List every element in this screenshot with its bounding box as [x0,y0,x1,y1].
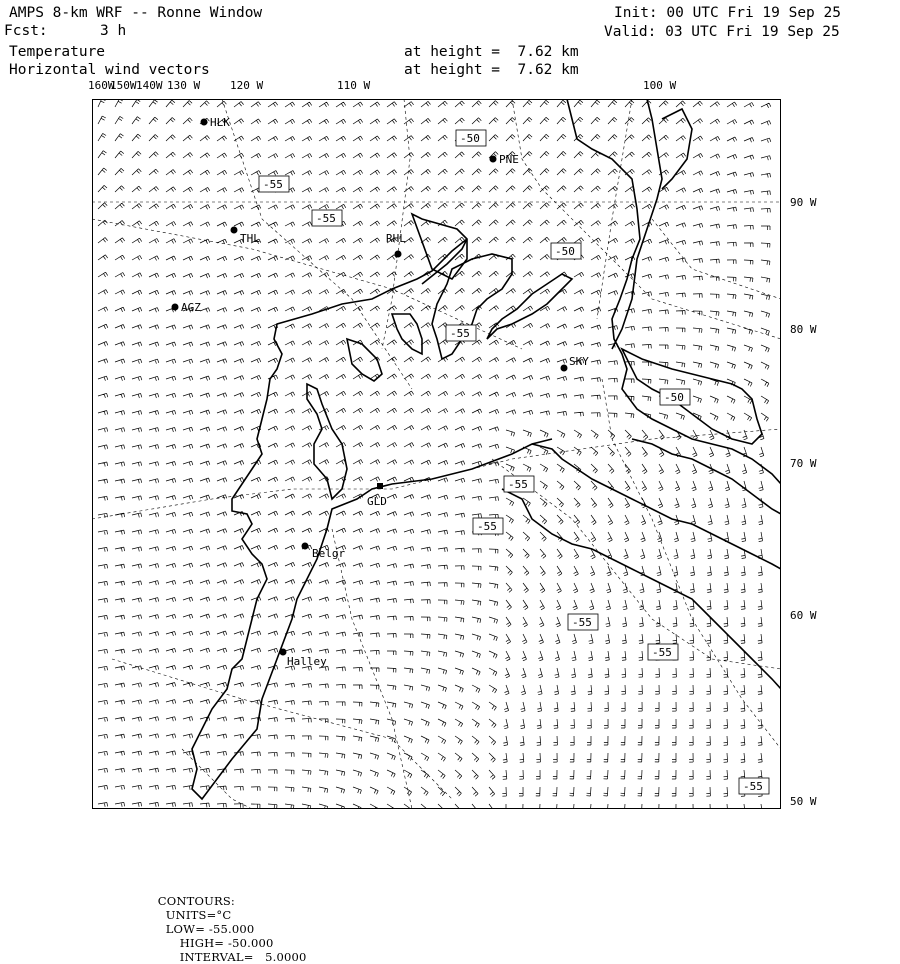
station-label: AGZ [181,301,201,314]
contour-label [312,210,342,226]
station-label: THL [240,232,260,245]
lon-label-160w: 160W [88,79,115,92]
lon-label-110w: 110 W [337,79,371,92]
contour-label [446,325,476,341]
interval-value: INTERVAL= 5.0000 [179,950,307,964]
contour-label [660,389,690,405]
height-label-1: at height = 7.62 km [404,44,579,60]
plot-title: AMPS 8-km WRF -- Ronne Window [9,5,263,21]
contour-label-text: -55 [743,780,763,793]
contour-label-text: -55 [572,616,592,629]
station-label: HLK [210,116,230,129]
lon-label-130w: 130 W [167,79,201,92]
high-value: HIGH= -50.000 [179,936,274,950]
contour-label [739,778,769,794]
field-temperature-label: Temperature [9,44,106,60]
contour-label-text: -55 [508,478,528,491]
contour-label [568,614,598,630]
station-label: SKY [569,355,589,368]
units-label: UNITS=°C [165,908,232,922]
contour-label-text: -55 [477,520,497,533]
lat-label-70: 70 W [790,457,817,470]
contour-label-text: -55 [450,327,470,340]
forecast-hour: 3 h [100,23,127,39]
contour-label-text: -50 [460,132,480,145]
contour-label [456,130,486,146]
station-label: GLD [367,495,387,508]
contour-label-text: -55 [652,646,672,659]
lon-label-150w: 150W [110,79,137,92]
station-label: Halley [287,655,327,668]
lat-label-90: 90 W [790,196,817,209]
contour-label-text: -50 [664,391,684,404]
lon-label-140w: 140W [136,79,163,92]
contour-label [504,476,534,492]
lat-label-80: 80 W [790,323,817,336]
valid-time: Valid: 03 UTC Fri 19 Sep 25 [604,24,840,40]
field-wind-label: Horizontal wind vectors [9,62,210,78]
station-label: Belgr [312,547,346,560]
contour-info [150,880,307,964]
lon-label-100w: 100 W [643,79,677,92]
lat-label-60: 60 W [790,609,817,622]
contours-label: CONTOURS: [157,894,236,908]
lon-label-120w: 120 W [230,79,264,92]
contour-label-text: -55 [316,212,336,225]
map-panel [92,99,781,809]
station-label: PNE [499,153,519,166]
forecast-label: Fcst: [4,23,48,39]
contour-label [473,518,503,534]
contour-label-text: -50 [555,245,575,258]
contour-label [551,243,581,259]
station-label: RHL [386,232,406,245]
lat-label-50: 50 W [790,795,817,808]
contour-label [259,176,289,192]
init-time: Init: 00 UTC Fri 19 Sep 25 [614,5,841,21]
contour-label [648,644,678,660]
contour-label-text: -55 [263,178,283,191]
low-value: LOW= -55.000 [165,922,255,936]
height-label-2: at height = 7.62 km [404,62,579,78]
